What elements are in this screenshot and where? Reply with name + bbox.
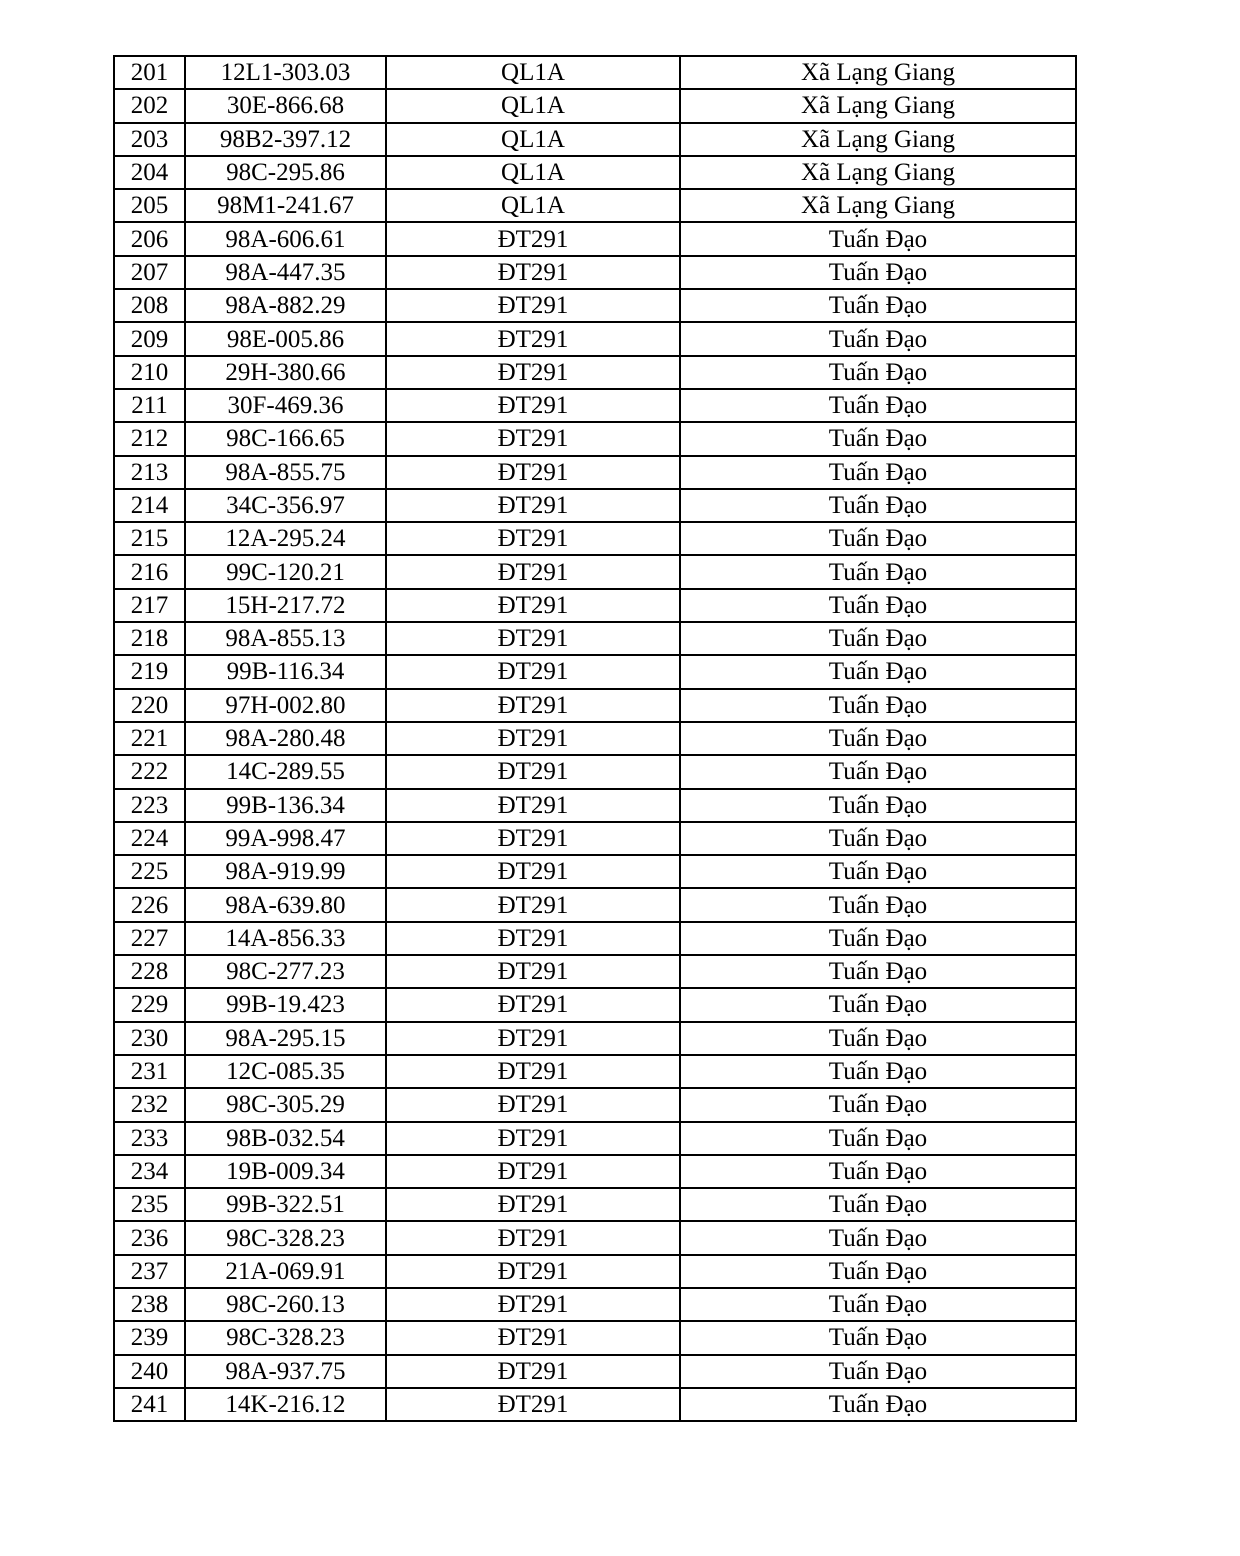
table-row bbox=[114, 1388, 1076, 1421]
table-row bbox=[114, 755, 1076, 788]
row-number-cell: 217 bbox=[114, 589, 185, 622]
road-cell: QL1A bbox=[386, 56, 680, 89]
location-cell: Tuấn Đạo bbox=[680, 722, 1076, 755]
row-number-cell: 201 bbox=[114, 56, 185, 89]
license-plate-cell: 15H-217.72 bbox=[185, 589, 386, 622]
road-cell: QL1A bbox=[386, 89, 680, 122]
road-cell: ĐT291 bbox=[386, 655, 680, 688]
location-cell: Tuấn Đạo bbox=[680, 1355, 1076, 1388]
location-cell: Tuấn Đạo bbox=[680, 622, 1076, 655]
location-cell: Xã Lạng Giang bbox=[680, 56, 1076, 89]
location-cell: Xã Lạng Giang bbox=[680, 156, 1076, 189]
road-cell: ĐT291 bbox=[386, 689, 680, 722]
location-cell: Tuấn Đạo bbox=[680, 855, 1076, 888]
license-plate-cell: 12A-295.24 bbox=[185, 522, 386, 555]
table-row bbox=[114, 955, 1076, 988]
license-plate-cell: 98M1-241.67 bbox=[185, 189, 386, 222]
license-plate-cell: 29H-380.66 bbox=[185, 356, 386, 389]
table-row bbox=[114, 89, 1076, 122]
road-cell: ĐT291 bbox=[386, 1155, 680, 1188]
road-cell: ĐT291 bbox=[386, 1122, 680, 1155]
row-number-cell: 228 bbox=[114, 955, 185, 988]
license-plate-cell: 30E-866.68 bbox=[185, 89, 386, 122]
road-cell: ĐT291 bbox=[386, 1388, 680, 1421]
road-cell: ĐT291 bbox=[386, 1022, 680, 1055]
row-number-cell: 226 bbox=[114, 888, 185, 921]
row-number-cell: 225 bbox=[114, 855, 185, 888]
location-cell: Tuấn Đạo bbox=[680, 955, 1076, 988]
location-cell: Tuấn Đạo bbox=[680, 489, 1076, 522]
license-plate-cell: 98C-305.29 bbox=[185, 1088, 386, 1121]
table-row bbox=[114, 1088, 1076, 1121]
row-number-cell: 205 bbox=[114, 189, 185, 222]
road-cell: ĐT291 bbox=[386, 1055, 680, 1088]
table-row bbox=[114, 522, 1076, 555]
license-plate-cell: 14K-216.12 bbox=[185, 1388, 386, 1421]
location-cell: Tuấn Đạo bbox=[680, 1388, 1076, 1421]
table-row bbox=[114, 689, 1076, 722]
road-cell: ĐT291 bbox=[386, 222, 680, 255]
road-cell: ĐT291 bbox=[386, 822, 680, 855]
table-row bbox=[114, 189, 1076, 222]
table-row bbox=[114, 56, 1076, 89]
road-cell: ĐT291 bbox=[386, 1221, 680, 1254]
row-number-cell: 207 bbox=[114, 256, 185, 289]
license-plate-cell: 98C-328.23 bbox=[185, 1321, 386, 1354]
location-cell: Tuấn Đạo bbox=[680, 1221, 1076, 1254]
road-cell: ĐT291 bbox=[386, 789, 680, 822]
table-row bbox=[114, 156, 1076, 189]
license-plate-cell: 14A-856.33 bbox=[185, 922, 386, 955]
location-cell: Tuấn Đạo bbox=[680, 789, 1076, 822]
location-cell: Tuấn Đạo bbox=[680, 422, 1076, 455]
location-cell: Tuấn Đạo bbox=[680, 655, 1076, 688]
license-plate-cell: 99C-120.21 bbox=[185, 555, 386, 588]
location-cell: Tuấn Đạo bbox=[680, 289, 1076, 322]
road-cell: ĐT291 bbox=[386, 555, 680, 588]
road-cell: ĐT291 bbox=[386, 389, 680, 422]
row-number-cell: 224 bbox=[114, 822, 185, 855]
row-number-cell: 227 bbox=[114, 922, 185, 955]
location-cell: Xã Lạng Giang bbox=[680, 123, 1076, 156]
table-row bbox=[114, 988, 1076, 1021]
row-number-cell: 213 bbox=[114, 456, 185, 489]
table-row bbox=[114, 456, 1076, 489]
row-number-cell: 233 bbox=[114, 1122, 185, 1155]
table-row bbox=[114, 1188, 1076, 1221]
row-number-cell: 215 bbox=[114, 522, 185, 555]
location-cell: Tuấn Đạo bbox=[680, 456, 1076, 489]
table-row bbox=[114, 1355, 1076, 1388]
records-table-body bbox=[114, 56, 1076, 1421]
license-plate-cell: 21A-069.91 bbox=[185, 1255, 386, 1288]
row-number-cell: 240 bbox=[114, 1355, 185, 1388]
license-plate-cell: 99B-19.423 bbox=[185, 988, 386, 1021]
row-number-cell: 237 bbox=[114, 1255, 185, 1288]
license-plate-cell: 19B-009.34 bbox=[185, 1155, 386, 1188]
location-cell: Tuấn Đạo bbox=[680, 988, 1076, 1021]
row-number-cell: 230 bbox=[114, 1022, 185, 1055]
table-row bbox=[114, 655, 1076, 688]
row-number-cell: 203 bbox=[114, 123, 185, 156]
row-number-cell: 206 bbox=[114, 222, 185, 255]
license-plate-cell: 98A-882.29 bbox=[185, 289, 386, 322]
road-cell: ĐT291 bbox=[386, 1321, 680, 1354]
license-plate-cell: 98A-295.15 bbox=[185, 1022, 386, 1055]
road-cell: ĐT291 bbox=[386, 722, 680, 755]
location-cell: Tuấn Đạo bbox=[680, 1022, 1076, 1055]
table-row bbox=[114, 1321, 1076, 1354]
road-cell: ĐT291 bbox=[386, 289, 680, 322]
location-cell: Tuấn Đạo bbox=[680, 1188, 1076, 1221]
road-cell: ĐT291 bbox=[386, 589, 680, 622]
road-cell: ĐT291 bbox=[386, 422, 680, 455]
location-cell: Tuấn Đạo bbox=[680, 922, 1076, 955]
table-row bbox=[114, 1155, 1076, 1188]
row-number-cell: 223 bbox=[114, 789, 185, 822]
license-plate-cell: 98A-447.35 bbox=[185, 256, 386, 289]
license-plate-cell: 98A-280.48 bbox=[185, 722, 386, 755]
road-cell: ĐT291 bbox=[386, 1355, 680, 1388]
license-plate-cell: 34C-356.97 bbox=[185, 489, 386, 522]
row-number-cell: 231 bbox=[114, 1055, 185, 1088]
row-number-cell: 202 bbox=[114, 89, 185, 122]
license-plate-cell: 99A-998.47 bbox=[185, 822, 386, 855]
row-number-cell: 234 bbox=[114, 1155, 185, 1188]
road-cell: QL1A bbox=[386, 156, 680, 189]
table-row bbox=[114, 555, 1076, 588]
license-plate-cell: 98A-937.75 bbox=[185, 1355, 386, 1388]
table-row bbox=[114, 356, 1076, 389]
road-cell: ĐT291 bbox=[386, 356, 680, 389]
license-plate-cell: 98A-855.75 bbox=[185, 456, 386, 489]
road-cell: ĐT291 bbox=[386, 1288, 680, 1321]
table-row bbox=[114, 589, 1076, 622]
table-row bbox=[114, 822, 1076, 855]
license-plate-cell: 98C-166.65 bbox=[185, 422, 386, 455]
license-plate-cell: 98C-328.23 bbox=[185, 1221, 386, 1254]
row-number-cell: 241 bbox=[114, 1388, 185, 1421]
row-number-cell: 204 bbox=[114, 156, 185, 189]
license-plate-cell: 97H-002.80 bbox=[185, 689, 386, 722]
table-row bbox=[114, 222, 1076, 255]
table-row bbox=[114, 1122, 1076, 1155]
table-row bbox=[114, 1221, 1076, 1254]
license-plate-cell: 98B-032.54 bbox=[185, 1122, 386, 1155]
road-cell: ĐT291 bbox=[386, 256, 680, 289]
license-plate-cell: 99B-116.34 bbox=[185, 655, 386, 688]
road-cell: ĐT291 bbox=[386, 1188, 680, 1221]
row-number-cell: 209 bbox=[114, 322, 185, 355]
row-number-cell: 232 bbox=[114, 1088, 185, 1121]
license-plate-cell: 12C-085.35 bbox=[185, 1055, 386, 1088]
location-cell: Tuấn Đạo bbox=[680, 522, 1076, 555]
location-cell: Tuấn Đạo bbox=[680, 1055, 1076, 1088]
table-row bbox=[114, 422, 1076, 455]
location-cell: Tuấn Đạo bbox=[680, 322, 1076, 355]
row-number-cell: 208 bbox=[114, 289, 185, 322]
license-plate-cell: 99B-322.51 bbox=[185, 1188, 386, 1221]
records-table bbox=[113, 55, 1077, 1422]
location-cell: Tuấn Đạo bbox=[680, 1155, 1076, 1188]
location-cell: Tuấn Đạo bbox=[680, 755, 1076, 788]
road-cell: ĐT291 bbox=[386, 1255, 680, 1288]
license-plate-cell: 98A-919.99 bbox=[185, 855, 386, 888]
location-cell: Tuấn Đạo bbox=[680, 1321, 1076, 1354]
location-cell: Xã Lạng Giang bbox=[680, 189, 1076, 222]
location-cell: Tuấn Đạo bbox=[680, 1122, 1076, 1155]
road-cell: ĐT291 bbox=[386, 522, 680, 555]
location-cell: Tuấn Đạo bbox=[680, 389, 1076, 422]
license-plate-cell: 98A-639.80 bbox=[185, 888, 386, 921]
row-number-cell: 211 bbox=[114, 389, 185, 422]
table-row bbox=[114, 489, 1076, 522]
row-number-cell: 210 bbox=[114, 356, 185, 389]
table-row bbox=[114, 389, 1076, 422]
license-plate-cell: 14C-289.55 bbox=[185, 755, 386, 788]
table-row bbox=[114, 322, 1076, 355]
row-number-cell: 219 bbox=[114, 655, 185, 688]
location-cell: Tuấn Đạo bbox=[680, 589, 1076, 622]
row-number-cell: 238 bbox=[114, 1288, 185, 1321]
location-cell: Tuấn Đạo bbox=[680, 1255, 1076, 1288]
table-row bbox=[114, 888, 1076, 921]
row-number-cell: 220 bbox=[114, 689, 185, 722]
table-row bbox=[114, 289, 1076, 322]
road-cell: ĐT291 bbox=[386, 755, 680, 788]
license-plate-cell: 98A-855.13 bbox=[185, 622, 386, 655]
license-plate-cell: 30F-469.36 bbox=[185, 389, 386, 422]
road-cell: QL1A bbox=[386, 123, 680, 156]
road-cell: ĐT291 bbox=[386, 955, 680, 988]
table-row bbox=[114, 123, 1076, 156]
road-cell: ĐT291 bbox=[386, 456, 680, 489]
row-number-cell: 212 bbox=[114, 422, 185, 455]
table-row bbox=[114, 622, 1076, 655]
location-cell: Tuấn Đạo bbox=[680, 822, 1076, 855]
license-plate-cell: 98C-295.86 bbox=[185, 156, 386, 189]
location-cell: Tuấn Đạo bbox=[680, 356, 1076, 389]
road-cell: ĐT291 bbox=[386, 922, 680, 955]
road-cell: ĐT291 bbox=[386, 988, 680, 1021]
road-cell: ĐT291 bbox=[386, 1088, 680, 1121]
road-cell: ĐT291 bbox=[386, 888, 680, 921]
table-row bbox=[114, 1255, 1076, 1288]
table-row bbox=[114, 922, 1076, 955]
table-row bbox=[114, 1022, 1076, 1055]
road-cell: ĐT291 bbox=[386, 489, 680, 522]
row-number-cell: 222 bbox=[114, 755, 185, 788]
table-row bbox=[114, 1288, 1076, 1321]
location-cell: Tuấn Đạo bbox=[680, 222, 1076, 255]
license-plate-cell: 98C-277.23 bbox=[185, 955, 386, 988]
row-number-cell: 216 bbox=[114, 555, 185, 588]
location-cell: Tuấn Đạo bbox=[680, 1088, 1076, 1121]
table-row bbox=[114, 1055, 1076, 1088]
license-plate-cell: 98C-260.13 bbox=[185, 1288, 386, 1321]
road-cell: QL1A bbox=[386, 189, 680, 222]
row-number-cell: 218 bbox=[114, 622, 185, 655]
location-cell: Tuấn Đạo bbox=[680, 256, 1076, 289]
license-plate-cell: 98B2-397.12 bbox=[185, 123, 386, 156]
table-row bbox=[114, 789, 1076, 822]
license-plate-cell: 12L1-303.03 bbox=[185, 56, 386, 89]
table-row bbox=[114, 722, 1076, 755]
license-plate-cell: 98E-005.86 bbox=[185, 322, 386, 355]
location-cell: Xã Lạng Giang bbox=[680, 89, 1076, 122]
location-cell: Tuấn Đạo bbox=[680, 888, 1076, 921]
location-cell: Tuấn Đạo bbox=[680, 1288, 1076, 1321]
license-plate-cell: 98A-606.61 bbox=[185, 222, 386, 255]
table-row bbox=[114, 256, 1076, 289]
location-cell: Tuấn Đạo bbox=[680, 555, 1076, 588]
row-number-cell: 239 bbox=[114, 1321, 185, 1354]
road-cell: ĐT291 bbox=[386, 855, 680, 888]
row-number-cell: 214 bbox=[114, 489, 185, 522]
table-row bbox=[114, 855, 1076, 888]
row-number-cell: 236 bbox=[114, 1221, 185, 1254]
row-number-cell: 221 bbox=[114, 722, 185, 755]
row-number-cell: 235 bbox=[114, 1188, 185, 1221]
license-plate-cell: 99B-136.34 bbox=[185, 789, 386, 822]
location-cell: Tuấn Đạo bbox=[680, 689, 1076, 722]
row-number-cell: 229 bbox=[114, 988, 185, 1021]
road-cell: ĐT291 bbox=[386, 322, 680, 355]
road-cell: ĐT291 bbox=[386, 622, 680, 655]
